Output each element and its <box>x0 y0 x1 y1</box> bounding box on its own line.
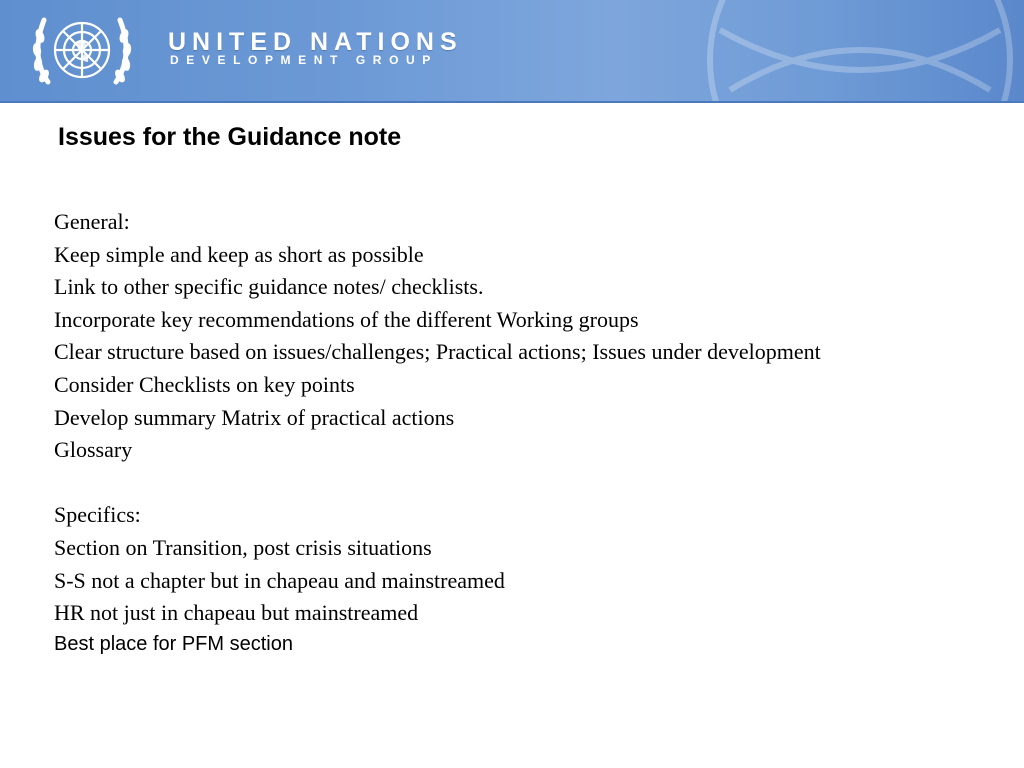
slide-body <box>54 206 934 658</box>
general-item: Keep simple and keep as short as possible <box>54 241 424 267</box>
general-item: Clear structure based on issues/challenges; Practical actions; Issues under development <box>54 339 821 365</box>
general-item: Incorporate key recommendations of the different Working groups <box>54 306 639 332</box>
header-banner <box>0 0 1024 103</box>
general-item: Develop summary Matrix of practical actions <box>54 404 455 430</box>
org-name: UNITED NATIONS <box>168 28 463 56</box>
specifics-heading: Specifics: <box>54 502 141 528</box>
header-divider <box>0 101 1024 103</box>
general-item: Consider Checklists on key points <box>54 371 355 397</box>
general-item: Link to other specific guidance notes/ checklists. <box>54 274 484 300</box>
org-group-name: DEVELOPMENT GROUP <box>170 53 438 67</box>
specifics-item: HR not just in chapeau but mainstreamed <box>54 600 419 626</box>
general-item: Glossary <box>54 437 133 463</box>
specifics-item: Best place for PFM section <box>54 632 293 655</box>
slide-title: Issues for the Guidance note <box>58 123 402 151</box>
section-spacer <box>54 467 934 500</box>
specifics-item: Section on Transition, post crisis situations <box>54 534 432 560</box>
general-heading: General: <box>54 209 130 234</box>
specifics-item: S-S not a chapter but in chapeau and mainstreamed <box>54 567 505 593</box>
un-emblem-icon <box>18 6 146 98</box>
globe-watermark-icon <box>560 0 1024 103</box>
